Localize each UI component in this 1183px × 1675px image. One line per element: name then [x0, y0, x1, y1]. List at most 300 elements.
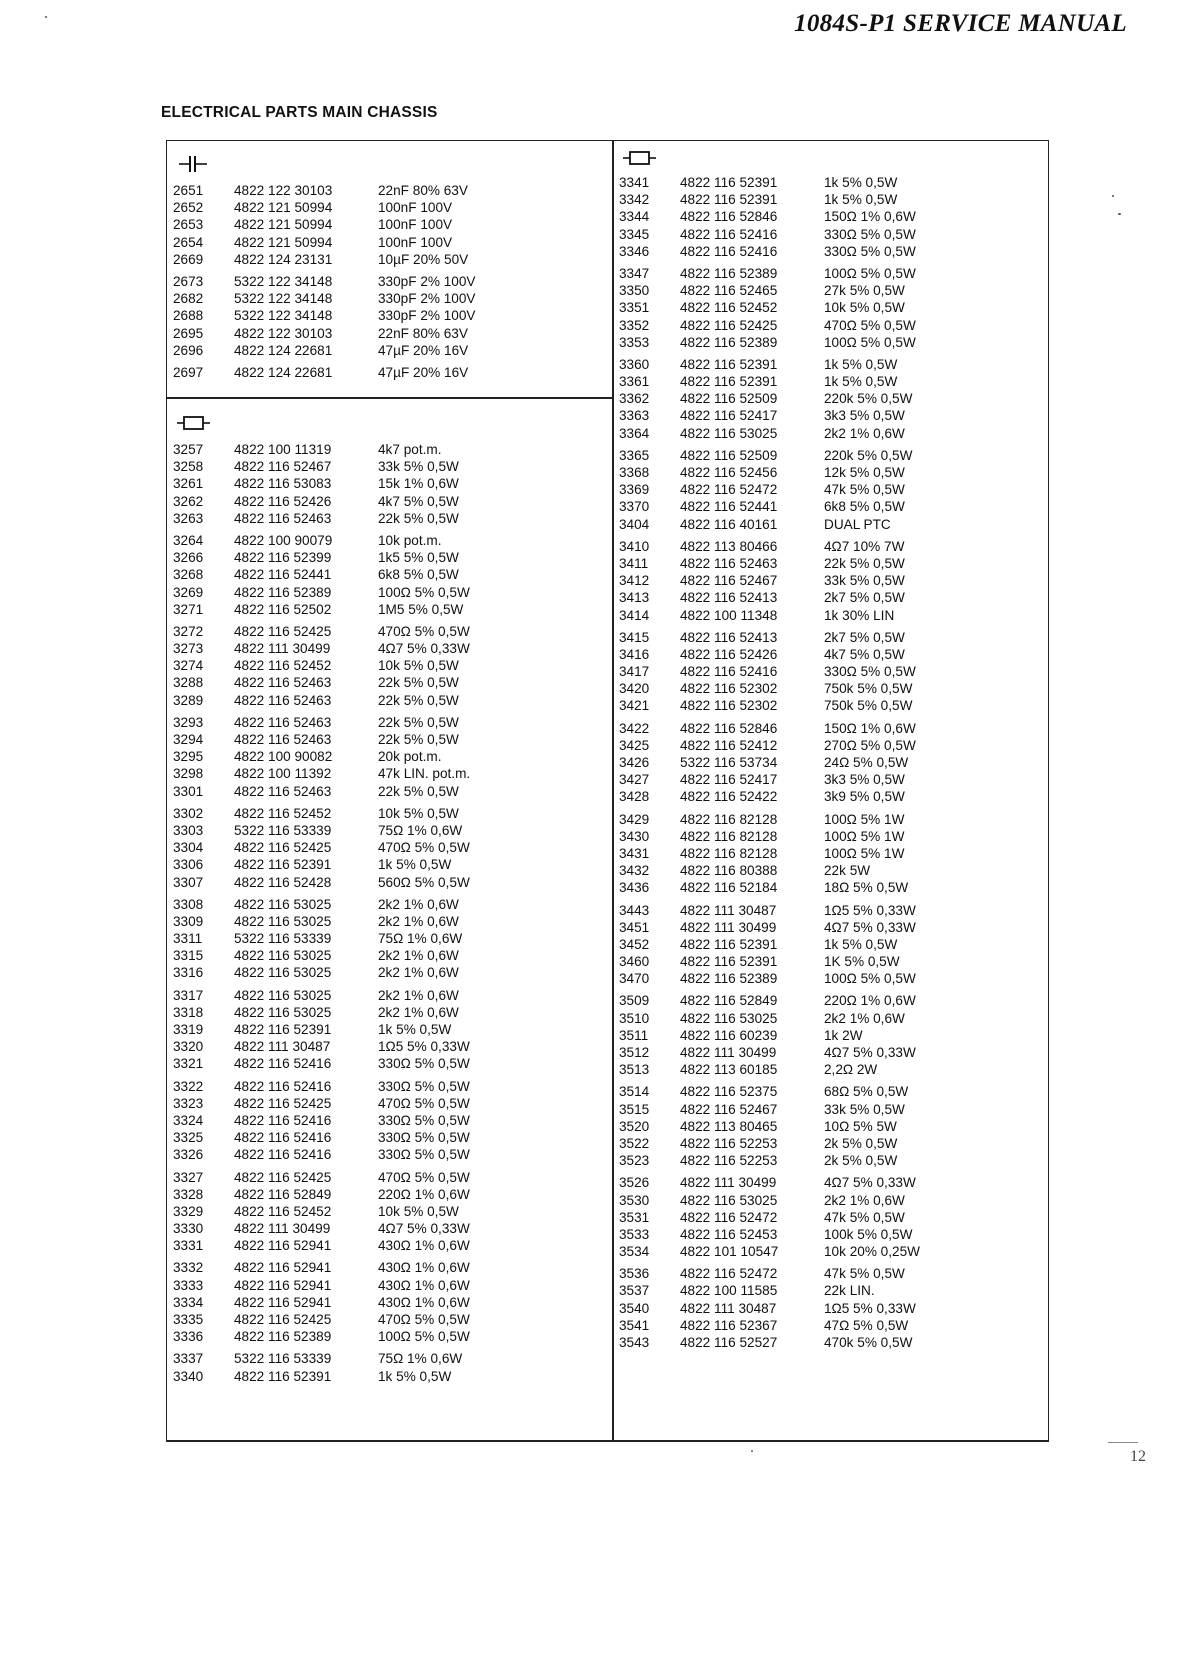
part-value: 47k 5% 0,5W — [824, 1209, 905, 1225]
part-code: 4822 111 30499 — [234, 641, 331, 657]
position-number: 3414 — [619, 607, 650, 623]
part-value: 470Ω 5% 0,5W — [378, 840, 470, 856]
position-number: 3429 — [619, 811, 650, 827]
part-value: 2k2 1% 0,6W — [378, 948, 459, 964]
part-value: 2k2 1% 0,6W — [378, 1004, 459, 1020]
part-row — [619, 498, 1039, 515]
part-row — [619, 646, 1039, 663]
part-value: 2k2 1% 0,6W — [378, 913, 459, 929]
position-number: 3273 — [173, 641, 204, 657]
position-number: 3368 — [619, 465, 650, 480]
part-code: 4822 116 53025 — [680, 1192, 778, 1208]
part-row — [173, 307, 603, 324]
part-value: 430Ω 1% 0,6W — [378, 1238, 470, 1254]
position-number: 3332 — [173, 1260, 204, 1276]
position-number: 3415 — [619, 629, 650, 645]
position-number: 3334 — [173, 1294, 204, 1310]
part-code: 4822 116 52453 — [680, 1226, 778, 1242]
part-code: 4822 116 52941 — [234, 1294, 332, 1310]
part-value: 47µF 20% 16V — [378, 364, 469, 380]
position-number: 3315 — [173, 948, 204, 964]
part-value: 1K 5% 0,5W — [824, 954, 900, 970]
part-row — [619, 607, 1039, 624]
part-code: 4822 116 52399 — [234, 550, 332, 566]
position-number: 3353 — [619, 334, 650, 350]
part-row — [619, 572, 1039, 589]
part-code: 4822 116 52302 — [680, 698, 778, 714]
part-code: 4822 116 52502 — [234, 601, 332, 617]
part-row — [173, 549, 603, 566]
part-row — [173, 182, 603, 199]
part-value: 4Ω7 5% 0,33W — [378, 1221, 470, 1237]
section-title: ELECTRICAL PARTS MAIN CHASSIS — [161, 104, 438, 121]
part-value: 430Ω 1% 0,6W — [378, 1294, 470, 1310]
position-number: 3426 — [619, 755, 650, 770]
position-number: 3294 — [173, 732, 204, 747]
position-number: 2673 — [173, 273, 204, 289]
part-value: 330pF 2% 100V — [378, 308, 476, 324]
part-code: 4822 116 52472 — [680, 1209, 778, 1225]
part-value: 75Ω 1% 0,6W — [378, 1351, 463, 1367]
part-row — [173, 783, 603, 800]
part-row — [619, 828, 1039, 845]
part-row — [173, 1055, 603, 1072]
part-value: 330Ω 5% 0,5W — [378, 1147, 470, 1163]
part-value: 3k3 5% 0,5W — [824, 408, 905, 424]
position-number: 3293 — [173, 714, 204, 730]
scan-speck — [45, 16, 47, 18]
part-code: 4822 116 52422 — [680, 789, 778, 805]
part-row — [173, 856, 603, 873]
part-code: 4822 116 52452 — [234, 805, 332, 821]
part-row — [619, 754, 1039, 771]
part-row — [173, 251, 603, 268]
part-value: 330Ω 5% 0,5W — [824, 664, 916, 680]
part-value: 22k 5% 0,5W — [378, 714, 459, 730]
part-row — [173, 1328, 603, 1345]
position-number: 3298 — [173, 766, 204, 782]
part-value: 6k8 5% 0,5W — [378, 567, 459, 583]
part-value: 10k 20% 0,25W — [824, 1244, 920, 1260]
position-number: 3271 — [173, 601, 204, 617]
part-value: 1k 5% 0,5W — [824, 175, 898, 190]
part-row — [619, 1174, 1039, 1191]
part-code: 4822 116 52253 — [680, 1153, 778, 1169]
part-value: 10k 5% 0,5W — [824, 300, 905, 316]
part-row — [173, 1311, 603, 1328]
position-number: 3350 — [619, 283, 650, 299]
position-number: 3274 — [173, 658, 204, 674]
position-number: 3335 — [173, 1312, 204, 1327]
part-row — [173, 1021, 603, 1038]
part-code: 4822 116 53025 — [234, 987, 332, 1003]
part-code: 4822 116 52413 — [680, 629, 778, 645]
part-value: 470Ω 5% 0,5W — [378, 623, 470, 639]
part-value: 22k 5% 0,5W — [378, 510, 459, 526]
part-row — [173, 199, 603, 216]
position-number: 3540 — [619, 1300, 650, 1316]
position-number: 3262 — [173, 493, 204, 509]
part-code: 4822 116 52846 — [680, 209, 778, 225]
part-value: 33k 5% 0,5W — [824, 1101, 905, 1117]
part-value: 1M5 5% 0,5W — [378, 601, 464, 617]
part-code: 4822 100 11585 — [680, 1283, 778, 1299]
part-value: 220Ω 1% 0,6W — [378, 1186, 470, 1202]
part-row — [619, 1334, 1039, 1351]
part-row — [173, 364, 603, 381]
part-code: 4822 116 52389 — [680, 334, 778, 350]
part-value: 330Ω 5% 0,5W — [378, 1078, 470, 1094]
part-code: 4822 116 52389 — [680, 971, 778, 987]
part-row — [619, 1300, 1039, 1317]
part-code: 4822 116 52389 — [234, 584, 332, 600]
part-value: 150Ω 1% 0,6W — [824, 209, 916, 225]
position-number: 3326 — [173, 1147, 204, 1163]
part-code: 5322 116 53734 — [680, 755, 778, 770]
part-value: 47k LIN. pot.m. — [378, 766, 471, 782]
part-row — [173, 913, 603, 930]
part-row — [173, 1146, 603, 1163]
part-row — [619, 208, 1039, 225]
part-code: 4822 116 53025 — [234, 1004, 332, 1020]
part-row — [173, 1095, 603, 1112]
part-value: 2k2 1% 0,6W — [378, 896, 459, 912]
part-row — [619, 1209, 1039, 1226]
part-value: 22nF 80% 63V — [378, 325, 468, 341]
part-value: 1k 2W — [824, 1027, 863, 1043]
part-value: 470Ω 5% 0,5W — [378, 1312, 470, 1327]
position-number: 2653 — [173, 217, 204, 233]
part-value: DUAL PTC — [824, 516, 891, 532]
part-row — [619, 697, 1039, 714]
part-value: 220Ω 1% 0,6W — [824, 993, 916, 1009]
position-number: 3322 — [173, 1078, 204, 1094]
part-row — [619, 243, 1039, 260]
position-number: 3320 — [173, 1039, 204, 1055]
part-code: 4822 100 11392 — [234, 766, 332, 782]
part-value: 1k 30% LIN — [824, 607, 895, 623]
part-code: 4822 116 52412 — [680, 737, 778, 753]
part-value: 470k 5% 0,5W — [824, 1335, 913, 1350]
part-code: 4822 116 52428 — [234, 874, 332, 890]
part-value: 330pF 2% 100V — [378, 291, 476, 307]
part-code: 4822 116 52416 — [234, 1112, 332, 1128]
part-value: 430Ω 1% 0,6W — [378, 1277, 470, 1293]
part-value: 430Ω 1% 0,6W — [378, 1260, 470, 1276]
part-code: 4822 116 82128 — [680, 828, 778, 844]
part-value: 150Ω 1% 0,6W — [824, 720, 916, 736]
position-number: 3352 — [619, 317, 650, 333]
part-row — [619, 953, 1039, 970]
page-number: 12 — [1130, 1448, 1146, 1465]
part-row — [619, 464, 1039, 481]
position-number: 3361 — [619, 374, 650, 390]
part-value: 100Ω 5% 1W — [824, 845, 905, 861]
part-code: 4822 116 53025 — [234, 965, 332, 981]
part-code: 4822 116 52425 — [680, 317, 778, 333]
part-value: 10Ω 5% 5W — [824, 1118, 897, 1134]
position-number: 3512 — [619, 1045, 650, 1060]
capacitor-symbol-icon — [173, 152, 603, 176]
position-number: 3411 — [619, 555, 649, 571]
part-row — [619, 356, 1039, 373]
part-row — [619, 1118, 1039, 1135]
part-code: 4822 100 90082 — [234, 749, 333, 765]
part-code: 4822 116 52463 — [234, 675, 332, 691]
part-value: 22k 5% 0,5W — [378, 675, 459, 691]
part-code: 4822 116 52463 — [234, 732, 332, 747]
position-number: 3404 — [619, 516, 650, 532]
section-divider — [167, 397, 612, 399]
position-number: 3318 — [173, 1004, 204, 1020]
part-value: 470Ω 5% 0,5W — [378, 1095, 470, 1111]
part-row — [173, 1350, 603, 1367]
part-row — [173, 1038, 603, 1055]
position-number: 3342 — [619, 192, 650, 208]
position-number: 3514 — [619, 1084, 650, 1100]
part-code: 4822 116 52375 — [680, 1084, 778, 1100]
part-code: 4822 116 52184 — [680, 880, 778, 896]
part-code: 5322 116 53339 — [234, 1351, 332, 1367]
scan-speck — [1108, 1442, 1138, 1443]
part-code: 4822 111 30487 — [680, 1300, 777, 1316]
part-code: 4822 116 52416 — [234, 1147, 332, 1163]
part-code: 4822 100 11348 — [680, 607, 778, 623]
part-row — [619, 516, 1039, 533]
position-number: 3428 — [619, 789, 650, 805]
part-row — [619, 1061, 1039, 1078]
capacitor-group — [173, 152, 603, 381]
part-value: 47k 5% 0,5W — [824, 1266, 905, 1282]
position-number: 2669 — [173, 251, 204, 267]
part-row — [619, 373, 1039, 390]
part-code: 4822 111 30487 — [680, 902, 777, 918]
part-row — [619, 1226, 1039, 1243]
position-number: 3436 — [619, 880, 650, 896]
part-row — [619, 1083, 1039, 1100]
position-number: 3345 — [619, 226, 650, 242]
part-code: 4822 113 80465 — [680, 1118, 778, 1134]
part-row — [619, 1243, 1039, 1260]
part-code: 4822 116 52389 — [680, 265, 778, 281]
part-code: 4822 116 52441 — [234, 567, 332, 583]
part-value: 100Ω 5% 1W — [824, 828, 905, 844]
part-row — [173, 964, 603, 981]
part-value: 1Ω5 5% 0,33W — [824, 902, 916, 918]
part-row — [619, 174, 1039, 191]
part-value: 1k5 5% 0,5W — [378, 550, 459, 566]
scan-speck — [1112, 195, 1114, 197]
part-code: 4822 116 52391 — [680, 954, 778, 970]
part-row — [619, 663, 1039, 680]
part-row — [173, 290, 603, 307]
position-number: 3365 — [619, 447, 650, 463]
position-number: 3421 — [619, 698, 650, 714]
part-value: 220k 5% 0,5W — [824, 391, 913, 407]
position-number: 3302 — [173, 805, 204, 821]
position-number: 3413 — [619, 590, 650, 606]
position-number: 3341 — [619, 175, 650, 190]
position-number: 2695 — [173, 325, 204, 341]
part-code: 4822 116 52472 — [680, 482, 778, 498]
part-code: 4822 116 52463 — [234, 783, 332, 799]
part-row — [173, 532, 603, 549]
position-number: 3295 — [173, 749, 204, 765]
part-row — [619, 447, 1039, 464]
position-number: 3272 — [173, 623, 204, 639]
position-number: 3360 — [619, 356, 650, 372]
part-code: 4822 116 52456 — [680, 465, 778, 480]
part-row — [619, 680, 1039, 697]
part-value: 2,2Ω 2W — [824, 1062, 878, 1078]
part-value: 12k 5% 0,5W — [824, 465, 905, 480]
position-number: 3410 — [619, 538, 650, 554]
scan-speck — [1118, 213, 1121, 215]
part-value: 100Ω 5% 0,5W — [824, 334, 916, 350]
position-number: 3319 — [173, 1022, 204, 1037]
part-code: 4822 116 52367 — [680, 1317, 778, 1333]
part-row — [173, 510, 603, 527]
part-code: 4822 121 50994 — [234, 200, 333, 216]
position-number: 3303 — [173, 822, 204, 838]
position-number: 3533 — [619, 1226, 650, 1242]
part-row — [619, 481, 1039, 498]
part-row — [173, 216, 603, 233]
part-code: 4822 116 52425 — [234, 1095, 332, 1111]
part-code: 4822 116 52416 — [680, 664, 778, 680]
part-row — [173, 1277, 603, 1294]
part-value: 270Ω 5% 0,5W — [824, 737, 916, 753]
part-row — [619, 1282, 1039, 1299]
position-number: 3420 — [619, 681, 650, 697]
part-code: 4822 116 52509 — [680, 447, 778, 463]
position-number: 3362 — [619, 391, 650, 407]
part-row — [619, 879, 1039, 896]
position-number: 3337 — [173, 1351, 204, 1367]
part-value: 330pF 2% 100V — [378, 273, 476, 289]
part-code: 4822 116 52391 — [234, 1368, 332, 1384]
position-number: 3363 — [619, 408, 650, 424]
part-row — [619, 265, 1039, 282]
part-row — [173, 1294, 603, 1311]
part-row — [619, 992, 1039, 1009]
position-number: 3425 — [619, 737, 650, 753]
part-row — [619, 1265, 1039, 1282]
part-code: 4822 116 52391 — [680, 936, 778, 952]
part-code: 4822 113 60185 — [680, 1062, 778, 1078]
part-value: 100Ω 5% 0,5W — [824, 971, 916, 987]
part-value: 20k pot.m. — [378, 749, 442, 765]
part-code: 4822 111 30499 — [680, 1175, 777, 1191]
part-value: 100Ω 5% 0,5W — [378, 1329, 470, 1345]
part-row — [173, 657, 603, 674]
position-number: 3430 — [619, 828, 650, 844]
part-row — [173, 987, 603, 1004]
position-number: 3288 — [173, 675, 204, 691]
position-number: 3511 — [619, 1027, 649, 1043]
position-number: 3432 — [619, 863, 650, 879]
part-code: 4822 116 52452 — [234, 658, 332, 674]
part-row — [619, 226, 1039, 243]
part-value: 470Ω 5% 0,5W — [824, 317, 916, 333]
position-number: 3416 — [619, 646, 650, 662]
part-value: 2k2 1% 0,6W — [378, 965, 459, 981]
position-number: 3264 — [173, 532, 204, 548]
part-code: 4822 111 30499 — [234, 1221, 331, 1237]
part-row — [173, 441, 603, 458]
part-row — [619, 1192, 1039, 1209]
part-code: 4822 111 30487 — [234, 1039, 331, 1055]
part-row — [173, 1129, 603, 1146]
position-number: 3289 — [173, 692, 204, 708]
part-value: 33k 5% 0,5W — [824, 573, 905, 589]
part-code: 4822 116 60239 — [680, 1027, 778, 1043]
position-number: 3520 — [619, 1118, 650, 1134]
part-code: 4822 116 52391 — [680, 374, 778, 390]
part-code: 4822 116 52391 — [234, 857, 332, 873]
part-value: 47µF 20% 16V — [378, 342, 469, 358]
part-code: 4822 116 52472 — [680, 1266, 778, 1282]
part-row — [173, 839, 603, 856]
position-number: 3311 — [173, 931, 203, 947]
position-number: 3323 — [173, 1095, 204, 1111]
position-number: 3543 — [619, 1335, 650, 1350]
part-code: 4822 116 53025 — [680, 425, 778, 441]
part-code: 4822 116 52463 — [234, 692, 332, 708]
position-number: 3443 — [619, 902, 650, 918]
part-row — [173, 1203, 603, 1220]
part-row — [173, 805, 603, 822]
part-value: 22nF 80% 63V — [378, 183, 468, 198]
part-value: 10k 5% 0,5W — [378, 1203, 459, 1219]
part-row — [619, 737, 1039, 754]
part-code: 4822 116 52846 — [680, 720, 778, 736]
part-value: 4Ω7 5% 0,33W — [824, 1045, 916, 1060]
position-number: 3530 — [619, 1192, 650, 1208]
part-value: 560Ω 5% 0,5W — [378, 874, 470, 890]
part-code: 4822 116 53025 — [234, 896, 332, 912]
position-number: 2652 — [173, 200, 204, 216]
part-code: 4822 116 52389 — [234, 1329, 332, 1345]
part-row — [173, 584, 603, 601]
part-row — [619, 771, 1039, 788]
position-number: 3316 — [173, 965, 204, 981]
part-value: 100nF 100V — [378, 217, 453, 233]
position-number: 3364 — [619, 425, 650, 441]
part-value: 10µF 20% 50V — [378, 251, 469, 267]
position-number: 3509 — [619, 993, 650, 1009]
part-row — [173, 947, 603, 964]
part-row — [619, 845, 1039, 862]
part-value: 68Ω 5% 0,5W — [824, 1084, 909, 1100]
position-number: 3304 — [173, 840, 204, 856]
part-row — [619, 1101, 1039, 1118]
position-number: 3417 — [619, 664, 650, 680]
part-code: 4822 116 52467 — [680, 1101, 778, 1117]
part-code: 4822 116 52425 — [234, 1312, 332, 1327]
part-code: 5322 122 34148 — [234, 273, 333, 289]
part-value: 4k7 5% 0,5W — [378, 493, 459, 509]
part-value: 100nF 100V — [378, 200, 453, 216]
part-value: 15k 1% 0,6W — [378, 476, 459, 492]
part-code: 4822 116 52467 — [234, 459, 332, 475]
part-value: 1Ω5 5% 0,33W — [378, 1039, 470, 1055]
part-row — [619, 1010, 1039, 1027]
part-value: 18Ω 5% 0,5W — [824, 880, 909, 896]
position-number: 3513 — [619, 1062, 650, 1078]
position-number: 3327 — [173, 1169, 204, 1185]
position-number: 3261 — [173, 476, 204, 492]
